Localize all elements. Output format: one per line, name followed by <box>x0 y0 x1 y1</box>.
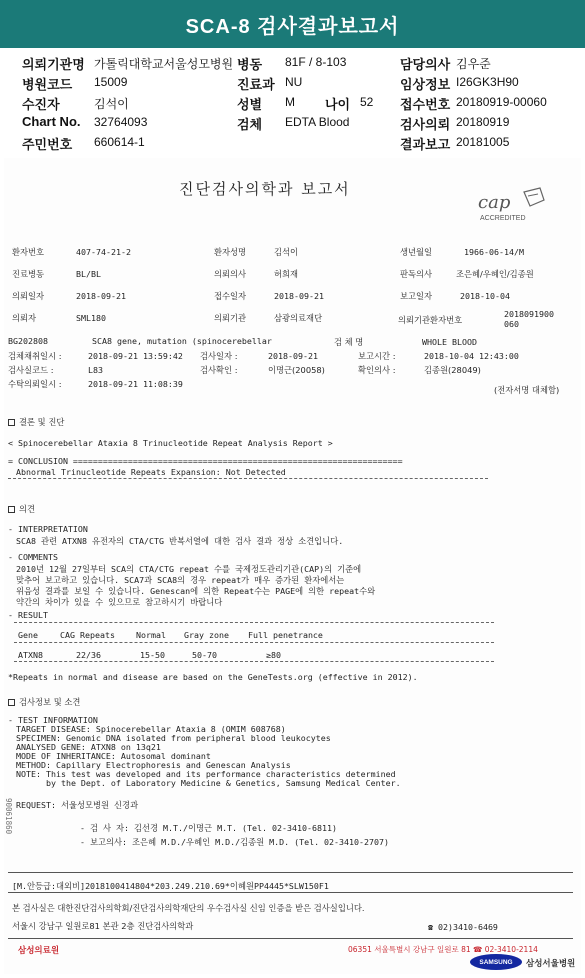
table-header: Normal <box>136 630 166 640</box>
header-value: 20181005 <box>456 135 510 149</box>
field-label: 확인의사 : <box>358 365 396 375</box>
field-label: 검 체 명 <box>334 337 364 347</box>
field-label: 의뢰기관환자번호 <box>398 315 463 325</box>
field-label: 판독의사 <box>400 269 433 279</box>
test-code: BG202808 <box>8 336 48 346</box>
header-value: NU <box>285 75 303 89</box>
table-cell: 22/36 <box>76 650 101 660</box>
comment-line: 2010년 12월 27일부터 SCA의 CTA/CTG repeat 수를 국제정도관리기관(CAP)의 기준에 <box>16 564 362 574</box>
report-time: 2018-10-04 12:43:00 <box>424 351 519 361</box>
confirming-doctor: 김종원(28049) <box>424 365 481 375</box>
table-header: Gene <box>18 630 38 640</box>
side-sequence-number: 90061860 <box>4 798 13 835</box>
patient-number: 407-74-21-2 <box>76 247 131 257</box>
report-date: 2018-10-04 <box>460 291 510 301</box>
header-label: 접수번호 <box>400 97 451 112</box>
header-label: 병원코드 <box>22 77 73 92</box>
field-label: 의뢰자 <box>12 313 37 323</box>
field-label: 환자번호 <box>12 247 45 257</box>
test-info-line: ANALYSED GENE: ATXN8 on 13q21 <box>16 742 161 752</box>
field-label: 검사실코드 : <box>8 365 54 375</box>
age-label: 나이 <box>325 97 351 112</box>
requesting-doctor: 허희재 <box>274 269 299 279</box>
table-top-rule <box>14 622 494 623</box>
square-bullet-icon <box>8 419 15 426</box>
report-name: < Spinocerebellar Ataxia 8 Trinucleotide Repeat Analysis Report > <box>8 438 333 448</box>
field-label: 보고일자 <box>400 291 433 301</box>
footer-address: 06351 서울특별시 강남구 일원로 81 ☎ 02-3410-2114 <box>348 945 538 954</box>
table-cell: ≥80 <box>266 650 281 660</box>
field-label: 의뢰의사 <box>214 269 247 279</box>
interpretation-heading: - INTERPRETATION <box>8 524 88 534</box>
specimen-name: WHOLE BLOOD <box>422 337 477 347</box>
comment-line: 약간의 차이가 있을 수 있으므로 참고하시기 바랍니다 <box>16 597 223 607</box>
test-info-line: NOTE: This test was developed and its performance characteristics determined <box>16 769 396 779</box>
patient-summary <box>0 48 585 152</box>
header-label: 수진자 <box>22 97 60 112</box>
header-value: 20180919-00060 <box>456 95 547 109</box>
table-cell: 50-70 <box>192 650 217 660</box>
request-dept: REQUEST: 서울성모병원 신경과 <box>16 800 139 810</box>
footer-hospital: 삼성서울병원 <box>526 959 576 969</box>
header-value: 김석이 <box>94 97 129 111</box>
request-date: 2018-09-21 <box>76 291 126 301</box>
header-value: I26GK3H90 <box>456 75 519 89</box>
cap-mark: cap <box>478 192 511 213</box>
certification-text: 본 검사실은 대한진단검사의학회/진단검사의학재단의 우수검사실 신임 인증을 받은 검사실입니다. <box>12 903 365 913</box>
header-value: 81F / 8-103 <box>285 55 347 69</box>
cap-accredited-logo <box>474 186 554 226</box>
interpretation-text: SCA8 관련 ATXN8 유전자의 CTA/CTG 반복서열에 대한 검사 결과 정상 소견입니다. <box>16 536 344 546</box>
footer-rule <box>8 938 573 939</box>
institution: 삼광의료재단 <box>274 313 323 323</box>
conclusion-text: Abnormal Trinucleotide Repeats Expansion: Not Detected <box>16 467 286 477</box>
table-mid-rule <box>14 642 494 643</box>
field-label: 의뢰일자 <box>12 291 45 301</box>
header-value: 32764093 <box>94 115 148 129</box>
age-value: 52 <box>360 95 374 109</box>
table-header: CAG Repeats <box>60 630 115 640</box>
divider <box>8 892 573 893</box>
test-info-line: by the Dept. of Laboratory Medicine & Genetics, Samsung Medical Center. <box>16 778 401 788</box>
test-info-line: SPECIMEN: Genomic DNA isolated from peripheral blood leukocytes <box>16 733 331 743</box>
header-value: 660614-1 <box>94 135 145 149</box>
samsung-logo <box>470 954 522 970</box>
staff-line: - 검 사 자: 김선경 M.T./이명근 M.T. (Tel. 02-3410-6811) <box>80 823 337 833</box>
conclusion-heading: = CONCLUSION ================================================================== <box>8 456 403 466</box>
table-bottom-rule <box>14 661 494 662</box>
lab-report-scan <box>4 158 581 974</box>
banner-title: SCA-8 검사결과보고서 <box>185 15 400 38</box>
header-label: 성별 <box>237 97 263 112</box>
table-cell: ATXN8 <box>18 650 43 660</box>
section-opinion <box>8 503 35 515</box>
test-name: SCA8 gene, mutation (spinocerebellar <box>92 336 272 346</box>
header-label: 검체 <box>237 117 263 132</box>
comment-line: 맞추어 보고하고 있습니다. SCA7과 SCA8의 경우 repeat가 매우 증가된 환자에서는 <box>16 575 345 585</box>
header-value: 가톨릭대학교서울성모병원 <box>94 57 234 71</box>
test-info-line: METHOD: Capillary Electrophoresis and Genescan Analysis <box>16 760 291 770</box>
header-label: 담당의사 <box>400 57 451 72</box>
field-label: 접수일자 <box>214 291 247 301</box>
header-value: EDTA Blood <box>285 115 350 129</box>
header-label: 결과보고 <box>400 137 451 152</box>
header-value: M <box>285 95 295 109</box>
field-label: 검사확인 : <box>200 365 238 375</box>
header-label: 임상정보 <box>400 77 451 92</box>
receive-date: 2018-09-21 <box>274 291 324 301</box>
field-label: 의뢰기관 <box>214 313 247 323</box>
section-title: 결론 및 진단 <box>19 417 65 427</box>
field-label: 보고시간 : <box>358 351 396 361</box>
receive-datetime: 2018-09-21 11:08:39 <box>88 379 183 389</box>
square-bullet-icon <box>8 506 15 513</box>
lab-telephone: ☎ 02)3410-6469 <box>428 922 498 932</box>
square-bullet-icon <box>8 699 15 706</box>
staff-line: - 보고의사: 조은혜 M.D./우혜인 M.D./김종원 M.D. (Tel. 02-3410-2707) <box>80 837 389 847</box>
samsung-logo-text: SAMSUNG <box>479 958 513 966</box>
report-title: 진단검사의학과 보고서 <box>179 180 351 198</box>
header-label: Chart No. <box>22 114 81 129</box>
header-label: 병동 <box>237 57 263 72</box>
section-title: 검사정보 및 소견 <box>19 697 81 707</box>
test-info-line: TARGET DISEASE: Spinocerebellar Ataxia 8 (OMIM 608768) <box>16 724 286 734</box>
field-label: 검체채취일시 : <box>8 351 62 361</box>
requester-code: SML180 <box>76 313 106 323</box>
patient-name: 김석이 <box>274 247 299 257</box>
footer-brand: 삼성의료원 <box>18 946 60 956</box>
header-value: 20180919 <box>456 115 510 129</box>
report-banner <box>0 0 585 48</box>
checked-by: 이명근(20058) <box>268 365 325 375</box>
comment-line: 위음성 결과를 보일 수 있습니다. Genescan에 의한 Repeat수는 PAGE에 의한 repeat수와 <box>16 586 376 596</box>
header-label: 주민번호 <box>22 137 73 152</box>
header-label: 진료과 <box>237 77 275 92</box>
divider <box>8 478 488 479</box>
reading-doctors: 조은혜/우혜인/김종원 <box>456 269 534 279</box>
header-value: 15009 <box>94 75 128 89</box>
field-label: 진료병동 <box>12 269 45 279</box>
field-label: 환자성명 <box>214 247 247 257</box>
test-info-line: MODE OF INHERITANCE: Autosomal dominant <box>16 751 211 761</box>
field-label: 수탁의뢰일시 : <box>8 379 62 389</box>
institution-patient-number: 2018091900060 <box>504 309 554 329</box>
table-header: Gray zone <box>184 630 229 640</box>
header-label: 의뢰기관명 <box>22 57 85 72</box>
table-header: Full penetrance <box>248 630 323 640</box>
table-cell: 15-50 <box>140 650 165 660</box>
lab-address: 서울시 강남구 일원로81 본관 2층 진단검사의학과 <box>12 921 194 931</box>
cap-sub: ACCREDITED <box>480 215 526 222</box>
field-label: 검사일자 : <box>200 351 238 361</box>
e-signature-note: (전자서명 대체함) <box>494 385 560 395</box>
comments-heading: - COMMENTS <box>8 552 58 562</box>
header-value: 김우준 <box>456 57 491 71</box>
date-of-birth: 1966-06-14/M <box>464 247 524 257</box>
result-heading: - RESULT <box>8 610 48 620</box>
print-trace-line: [M.안등급:대외비]2018100414804*203.249.210.69*이혜원PP4445*SLW150F1 <box>12 881 329 891</box>
section-title: 의견 <box>19 504 36 514</box>
lab-code: L83 <box>88 365 103 375</box>
divider <box>8 872 573 873</box>
collect-datetime: 2018-09-21 13:59:42 <box>88 351 183 361</box>
repeats-note: *Repeats in normal and disease are based on the GeneTests.org (effective in 2012). <box>8 672 418 682</box>
field-label: 생년월일 <box>400 247 433 257</box>
section-test-info <box>8 696 80 708</box>
header-label: 검사의뢰 <box>400 117 451 132</box>
test-info-line: - TEST INFORMATION <box>8 715 98 725</box>
ward: BL/BL <box>76 269 101 279</box>
exam-date: 2018-09-21 <box>268 351 318 361</box>
section-result <box>8 416 64 428</box>
